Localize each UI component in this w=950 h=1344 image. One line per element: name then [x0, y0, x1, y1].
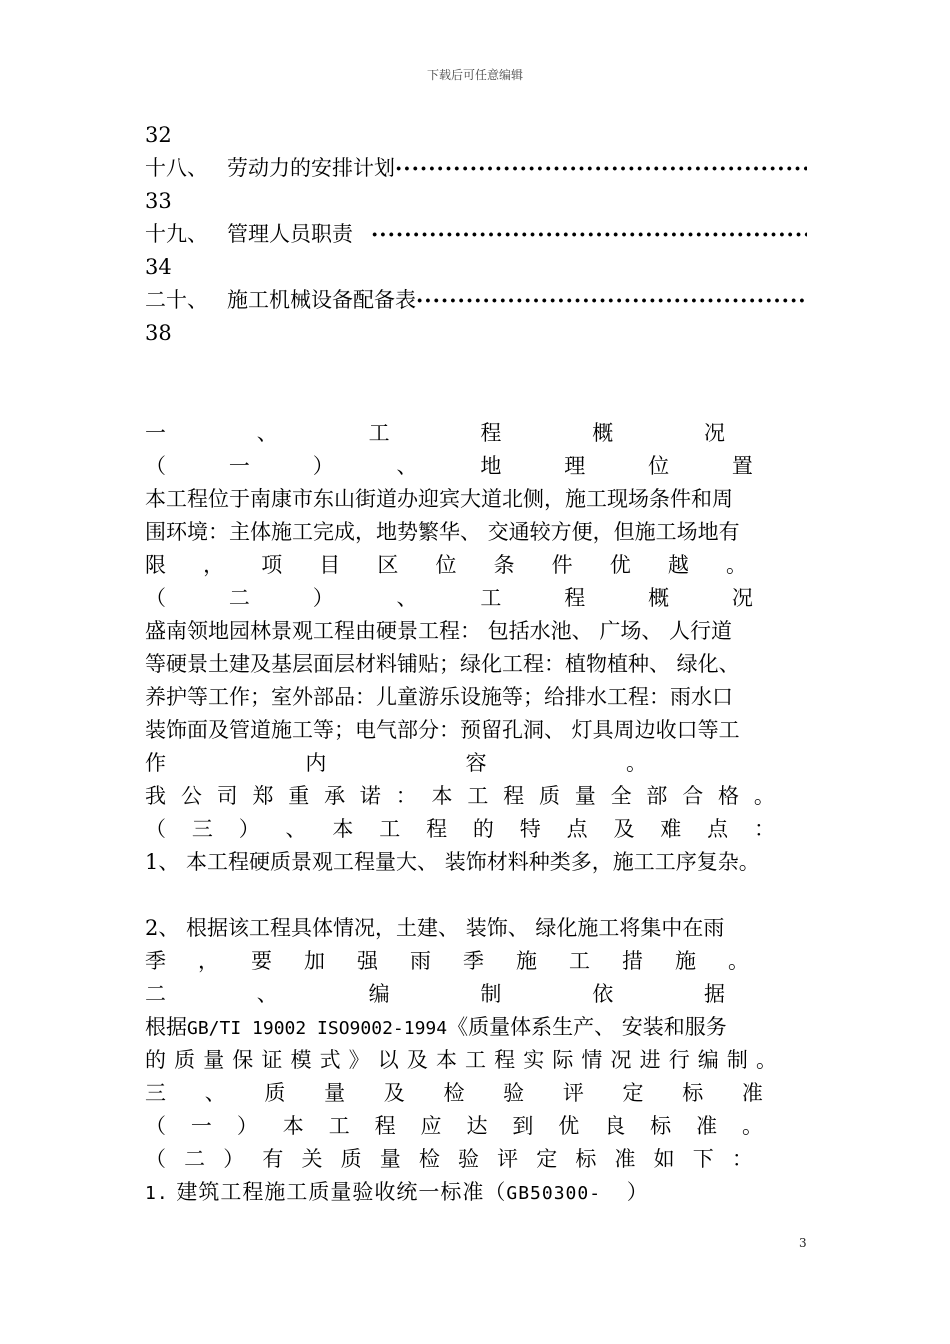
char: 情 [581, 1048, 603, 1072]
toc-title: 施工机械设备配备表 [227, 288, 416, 312]
paragraph-line: 装饰面及管道施工等；电气部分：预留孔洞、 灯具周边收口等工 [145, 718, 740, 742]
char: ） [223, 1147, 245, 1171]
char: 、 [256, 982, 278, 1006]
char: 优 [558, 1114, 580, 1138]
char: 、 [285, 817, 307, 841]
char: 模 [290, 1048, 312, 1072]
char: 程 [564, 586, 586, 610]
char: 三 [145, 1081, 166, 1105]
char: 保 [232, 1048, 254, 1072]
char: 目 [319, 553, 341, 577]
char: 的 [145, 1048, 166, 1072]
char: 全 [610, 784, 632, 808]
char: 合 [682, 784, 704, 808]
char: 量 [574, 784, 596, 808]
paragraph-line: 盛南领地园林景观工程由硬景工程： 包括水池、 广场、 人行道 [145, 619, 733, 643]
char: 工 [480, 586, 502, 610]
char: 准 [614, 1147, 636, 1171]
char: 施 [675, 949, 696, 973]
char: 特 [519, 817, 541, 841]
char: 限 [145, 553, 166, 577]
char: 一 [228, 454, 250, 478]
char: 项 [261, 553, 283, 577]
paragraph-line [145, 747, 647, 780]
page-number: 3 [799, 1236, 807, 1250]
char: ， [203, 553, 225, 577]
char: 工 [465, 1048, 487, 1072]
char: 工 [328, 1114, 350, 1138]
char: 评 [562, 1081, 584, 1105]
char: 二 [145, 982, 166, 1006]
char: ） [236, 1114, 258, 1138]
char: （ [145, 1114, 166, 1138]
char: 难 [660, 817, 682, 841]
char: 。 [741, 1114, 763, 1138]
subsection-heading [145, 1110, 763, 1143]
char: 程 [480, 421, 502, 445]
char: （ [145, 454, 166, 478]
section-heading [145, 978, 725, 1011]
char: 、 [396, 454, 418, 478]
char: 实 [523, 1048, 545, 1072]
char: 二 [228, 586, 250, 610]
char: ： [395, 784, 417, 808]
char: 作 [145, 751, 166, 775]
toc-prev-page: 32 [145, 123, 172, 147]
list-item: 2、 根据该工程具体情况，土建、 装饰、 绿化施工将集中在雨 [145, 916, 725, 940]
char: 程 [374, 1114, 396, 1138]
char: 质 [264, 1081, 286, 1105]
text: 《质量体系生产、 安装和服务 [447, 1015, 727, 1039]
paragraph-line: 围环境：主体施工完成，地势繁华、 交通较方便，但施工场地有 [145, 520, 740, 544]
char: ） [238, 817, 260, 841]
toc-title: 管理人员职责 [227, 222, 353, 246]
char: 程 [494, 1048, 516, 1072]
char: 承 [324, 784, 346, 808]
char: 季 [463, 949, 484, 973]
char: 据 [703, 982, 725, 1006]
char: 程 [426, 817, 448, 841]
char: 优 [609, 553, 631, 577]
char: 及 [383, 1081, 405, 1105]
char: 的 [472, 817, 494, 841]
char: 行 [668, 1048, 690, 1072]
char: 标 [575, 1147, 597, 1171]
char: 准 [741, 1081, 763, 1105]
paragraph-line [145, 1044, 777, 1077]
char: 一 [190, 1114, 212, 1138]
char: 点 [566, 817, 588, 841]
char: 定 [536, 1147, 558, 1171]
char: 际 [552, 1048, 574, 1072]
char: 工 [467, 784, 489, 808]
char: （ [145, 586, 166, 610]
item-text: 建筑工程施工质量验收统一标准（ [176, 1180, 507, 1204]
char: 越 [667, 553, 689, 577]
char: 况 [610, 1048, 632, 1072]
char: 良 [604, 1114, 626, 1138]
char: 内 [305, 751, 327, 775]
char: 达 [466, 1114, 488, 1138]
toc-page: 33 [145, 189, 172, 213]
char: 编 [697, 1048, 719, 1072]
char: 区 [377, 553, 399, 577]
char: 格 [718, 784, 739, 808]
char: 、 [396, 586, 418, 610]
toc-entry[interactable] [145, 284, 807, 317]
char: 本 [435, 1048, 457, 1072]
char: 一 [145, 421, 166, 445]
subsection-heading [145, 813, 775, 846]
char: 公 [180, 784, 202, 808]
toc-page: 34 [145, 255, 172, 279]
char: 三 [191, 817, 213, 841]
char: 编 [368, 982, 390, 1006]
char: 司 [216, 784, 238, 808]
paragraph-line [145, 780, 775, 813]
char: ） [312, 586, 334, 610]
char: 证 [261, 1048, 283, 1072]
page-header: 下载后可任意编辑 [426, 68, 523, 82]
char: 质 [340, 1147, 362, 1171]
char: 及 [613, 817, 635, 841]
toc-leader [395, 152, 807, 185]
char: 依 [592, 982, 614, 1006]
char: 式 [319, 1048, 341, 1072]
char: 检 [443, 1081, 465, 1105]
char: 概 [592, 421, 614, 445]
char: 本 [282, 1114, 304, 1138]
paragraph-line: 养护等工作；室外部品：儿童游乐设施等；给排水工程：雨水口 [145, 685, 733, 709]
char: 应 [420, 1114, 442, 1138]
toc-number: 十九、 [145, 222, 208, 246]
char: ， [198, 949, 219, 973]
char: 、 [256, 421, 278, 445]
char: 概 [648, 586, 670, 610]
char: 到 [512, 1114, 534, 1138]
text: 根据 [145, 1015, 187, 1039]
char: 施 [516, 949, 537, 973]
toc-entry[interactable] [145, 218, 807, 251]
char: 诺 [359, 784, 381, 808]
char: 标 [682, 1081, 704, 1105]
char: 有 [262, 1147, 284, 1171]
item-number: 1. [145, 1183, 169, 1204]
char: 件 [551, 553, 573, 577]
char: 雨 [410, 949, 431, 973]
toc-number: 二十、 [145, 288, 208, 312]
char: 定 [622, 1081, 644, 1105]
char: 量 [324, 1081, 346, 1105]
char: 。 [728, 949, 749, 973]
char: 质 [538, 784, 560, 808]
char: 》 [348, 1048, 370, 1072]
item-close: ） [626, 1180, 649, 1204]
char: 。 [725, 553, 747, 577]
char: （ [145, 1147, 166, 1171]
char: 如 [653, 1147, 675, 1171]
char: 标 [650, 1114, 672, 1138]
toc-title: 劳动力的安排计划 [227, 156, 395, 180]
char: 准 [696, 1114, 718, 1138]
char: 本 [332, 817, 354, 841]
char: 及 [406, 1048, 428, 1072]
char: 措 [622, 949, 643, 973]
standard-code: GB/TI 19002 ISO9002-1994 [187, 1018, 448, 1039]
paragraph-line [145, 1011, 807, 1044]
char: 验 [458, 1147, 479, 1171]
char: 以 [377, 1048, 399, 1072]
char: 季 [145, 949, 166, 973]
char: 质 [174, 1048, 196, 1072]
char: 制 [480, 982, 502, 1006]
list-item [145, 1176, 807, 1209]
char: 置 [731, 454, 753, 478]
char: 量 [203, 1048, 225, 1072]
paragraph-line: 等硬景土建及基层面层材料铺贴；绿化工程：植物植种、 绿化、 [145, 652, 740, 676]
subsection-heading [145, 450, 753, 483]
char: 下 [692, 1147, 714, 1171]
char: 条 [493, 553, 515, 577]
char: 制 [726, 1048, 748, 1072]
paragraph-line: 本工程位于南康市东山街道办迎宾大道北侧，施工现场条件和周 [145, 487, 733, 511]
char: 地 [480, 454, 502, 478]
subsection-heading [145, 582, 753, 615]
char: 加 [304, 949, 325, 973]
paragraph-line [145, 549, 747, 582]
char: 我 [145, 784, 166, 808]
char: 。 [753, 784, 775, 808]
char: 进 [639, 1048, 661, 1072]
char: 量 [379, 1147, 401, 1171]
char: 、 [204, 1081, 226, 1105]
char: 评 [497, 1147, 519, 1171]
list-item: 1、 本工程硬质景观工程量大、 装饰材料种类多，施工工序复杂。 [145, 850, 760, 874]
char: 部 [646, 784, 668, 808]
char: 。 [755, 1048, 777, 1072]
char: ） [312, 454, 334, 478]
char: 工 [368, 421, 390, 445]
char: 郑 [252, 784, 274, 808]
char: 二 [184, 1147, 206, 1171]
toc-leader [371, 218, 807, 251]
standard-code: GB50300- [506, 1183, 602, 1204]
char: 工 [569, 949, 590, 973]
char: 容 [465, 751, 487, 775]
toc-entry[interactable] [145, 152, 807, 185]
char: ： [753, 817, 775, 841]
char: （ [145, 817, 166, 841]
char: 验 [503, 1081, 525, 1105]
char: 关 [301, 1147, 323, 1171]
toc-page: 38 [145, 321, 172, 345]
char: 检 [418, 1147, 440, 1171]
char: 重 [288, 784, 310, 808]
char: 本 [431, 784, 453, 808]
char: 理 [564, 454, 586, 478]
char: 。 [625, 751, 647, 775]
toc-leader [416, 284, 807, 317]
paragraph-line [145, 945, 749, 978]
toc-number: 十八、 [145, 156, 208, 180]
char: 位 [435, 553, 457, 577]
section-heading [145, 417, 725, 450]
char: 程 [503, 784, 525, 808]
char: ： [731, 1147, 753, 1171]
char: 位 [648, 454, 670, 478]
char: 况 [731, 586, 753, 610]
char: 要 [251, 949, 272, 973]
section-heading [145, 1077, 763, 1110]
subsection-heading [145, 1143, 753, 1176]
char: 工 [379, 817, 401, 841]
char: 强 [357, 949, 378, 973]
char: 况 [703, 421, 725, 445]
char: 点 [707, 817, 729, 841]
